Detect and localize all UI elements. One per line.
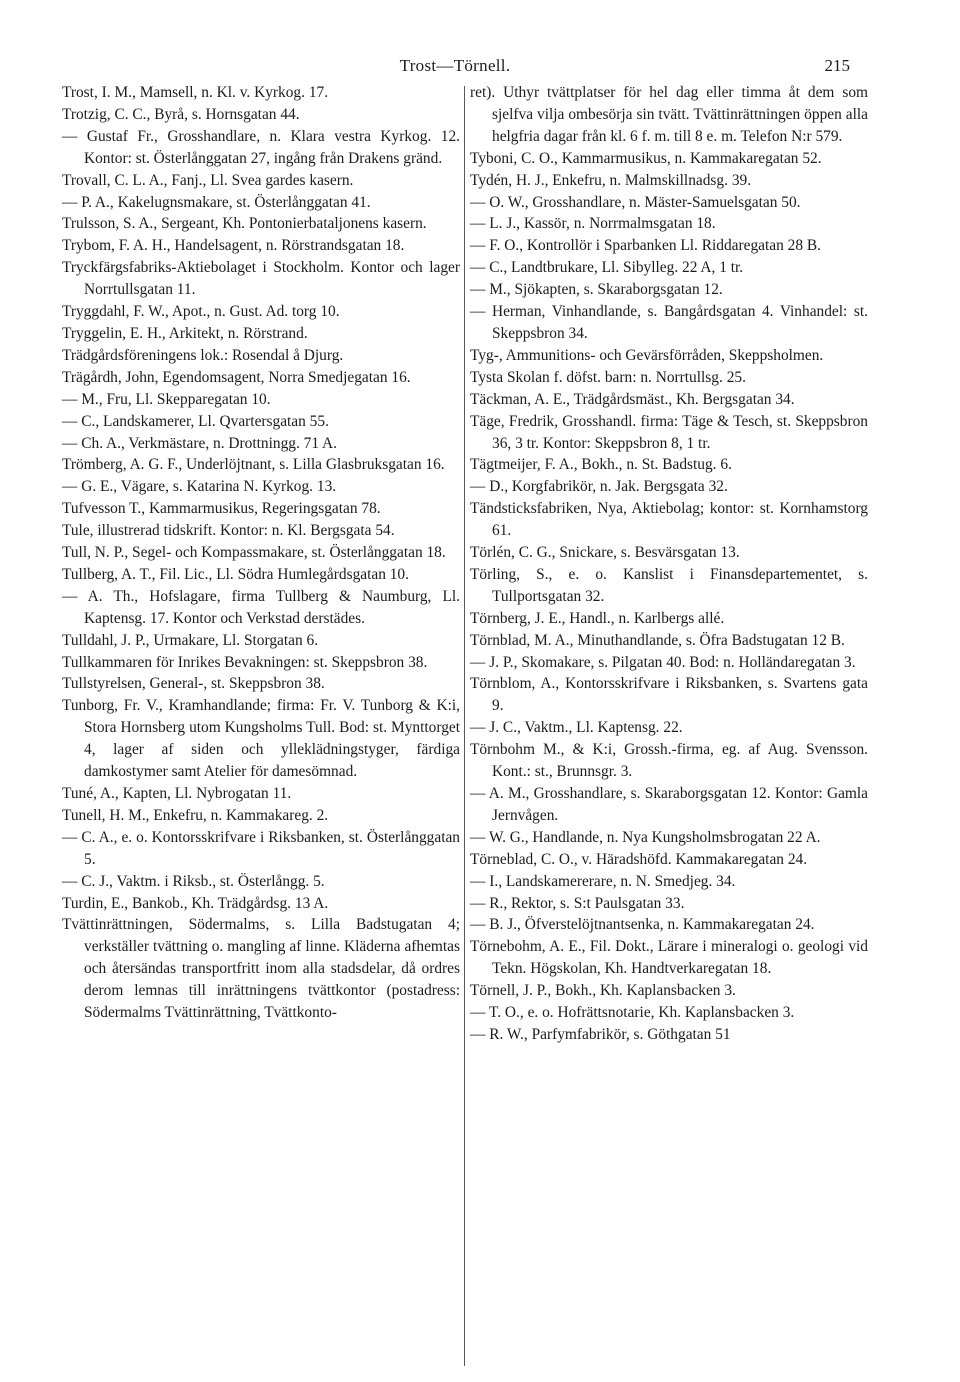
directory-entry: — F. O., Kontrollör i Sparbanken Ll. Riddaregatan 28 B. bbox=[470, 237, 821, 255]
directory-entry: Törnberg, J. E., Handl., n. Karlbergs allé. bbox=[470, 609, 725, 627]
directory-entry: — Gustaf Fr., Grosshandlare, n. Klara vestra Kyrkog. 12. Kontor: st. Österlånggatan 27, ingång från Drakens gränd. bbox=[62, 127, 460, 167]
directory-entry: — J. C., Vaktm., Ll. Kaptensg. 22. bbox=[470, 719, 683, 737]
directory-entry: — C. J., Vaktm. i Riksb., st. Österlångg. 5. bbox=[62, 872, 325, 890]
directory-entry: Tunell, H. M., Enkefru, n. Kammakareg. 2. bbox=[62, 806, 329, 824]
directory-entry: Tuné, A., Kapten, Ll. Nybrogatan 11. bbox=[62, 785, 292, 802]
right-column bbox=[470, 82, 868, 1046]
directory-entry: — I., Landskamererare, n. N. Smedjeg. 34. bbox=[470, 872, 736, 890]
directory-entry: — M., Fru, Ll. Skepparegatan 10. bbox=[62, 390, 271, 408]
running-title: Trost—Törnell. bbox=[399, 56, 511, 75]
directory-entry: Trädgårdsföreningens lok.: Rosendal å Djurg. bbox=[62, 346, 344, 364]
directory-entry: Tryckfärgsfabriks-Aktiebolaget i Stockholm. Kontor och lager Norrtullsgatan 11. bbox=[62, 259, 460, 299]
directory-entry: — G. E., Vägare, s. Katarina N. Kyrkog. 13. bbox=[62, 478, 337, 496]
directory-entry: Tändsticksfabriken, Nya, Aktiebolag; kontor: st. Kornhamstorg 61. bbox=[470, 500, 868, 540]
directory-entry: — O. W., Grosshandlare, n. Mäster-Samuelsgatan 50. bbox=[470, 193, 801, 211]
directory-entry: — Herman, Vinhandlande, s. Bangårdsgatan 4. Vinhandel: st. Skeppsbron 34. bbox=[470, 303, 868, 342]
directory-entry: Tryggdahl, F. W., Apot., n. Gust. Ad. torg 10. bbox=[62, 303, 340, 321]
directory-entry: Tulldahl, J. P., Urmakare, Ll. Storgatan 6. bbox=[62, 631, 319, 649]
directory-entry: — P. A., Kakelugnsmakare, st. Österlånggatan 41. bbox=[62, 193, 371, 211]
directory-entry: Törnblom, A., Kontorsskrifvare i Riksbanken, s. Svartens gata 9. bbox=[470, 675, 868, 715]
directory-entry: Trost, I. M., Mamsell, n. Kl. v. Kyrkog. 17. bbox=[62, 84, 329, 101]
directory-entry: Törnbohm M., & K:i, Grossh.-firma, eg. af Aug. Svensson. Kont.: st., Brunnsgr. 3. bbox=[470, 741, 868, 781]
directory-entry: ret). Uthyr tvättplatser för hel dag eller timma åt dem som sjelfva vilja ombesörja sin tvätt. Tvättinrättningen öppen alla helgfria dagar från kl. 6 f. m. till 8 e. m. Telefon N:r 579. bbox=[470, 84, 868, 145]
directory-entry: Trovall, C. L. A., Fanj., Ll. Svea gardes kasern. bbox=[62, 171, 354, 189]
directory-entry: — R., Rektor, s. S:t Paulsgatan 33. bbox=[470, 894, 685, 912]
directory-entry: — C., Landtbrukare, Ll. Sibylleg. 22 A, 1 tr. bbox=[470, 259, 744, 277]
directory-entry: Täckman, A. E., Trädgårdsmäst., Kh. Bergsgatan 34. bbox=[470, 390, 795, 408]
column-divider bbox=[464, 86, 465, 1366]
directory-entry: Tyg-, Ammunitions- och Gevärsförråden, Skeppsholmen. bbox=[470, 346, 824, 364]
directory-entry: Törnebohm, A. E., Fil. Dokt., Lärare i mineralogi o. geologi vid Tekn. Högskolan, Kh. Handtverkaregatan 18. bbox=[470, 938, 868, 978]
directory-entry: Turdin, E., Bankob., Kh. Trädgårdsg. 13 A. bbox=[62, 894, 329, 912]
directory-entry: — R. W., Parfymfabrikör, s. Göthgatan 51 bbox=[470, 1025, 731, 1043]
directory-entry: — C., Landskamerer, Ll. Qvartersgatan 55. bbox=[62, 412, 329, 430]
directory-entry: — C. A., e. o. Kontorsskrifvare i Riksbanken, st. Österlånggatan 5. bbox=[62, 828, 460, 868]
directory-entry: Tufvesson T., Kammarmusikus, Regeringsgatan 78. bbox=[62, 500, 381, 518]
directory-entry: — M., Sjökapten, s. Skaraborgsgatan 12. bbox=[470, 281, 723, 299]
directory-entry: Törnblad, M. A., Minuthandlande, s. Öfra Badstugatan 12 B. bbox=[470, 631, 845, 649]
directory-entry: Tullberg, A. T., Fil. Lic., Ll. Södra Humlegårdsgatan 10. bbox=[62, 565, 409, 583]
directory-entry: — D., Korgfabrikör, n. Jak. Bergsgata 32. bbox=[470, 478, 728, 496]
directory-entry: Tull, N. P., Segel- och Kompassmakare, st. Österlånggatan 18. bbox=[62, 544, 446, 562]
directory-entry: Trybom, F. A. H., Handelsagent, n. Rörstrandsgatan 18. bbox=[62, 237, 405, 255]
directory-entry: Trömberg, A. G. F., Underlöjtnant, s. Lilla Glasbruksgatan 16. bbox=[62, 456, 445, 474]
directory-entry: Törnell, J. P., Bokh., Kh. Kaplansbacken 3. bbox=[470, 982, 736, 1000]
directory-entry: — B. J., Öfverstelöjtnantsenka, n. Kammakaregatan 24. bbox=[470, 916, 815, 934]
directory-entry: Törling, S., e. o. Kanslist i Finansdepartementet, s. Tullportsgatan 32. bbox=[470, 565, 868, 605]
directory-entry: — J. P., Skomakare, s. Pilgatan 40. Bod: n. Holländaregatan 3. bbox=[470, 653, 856, 671]
directory-entry: Tunborg, Fr. V., Kramhandlande; firma: Fr. V. Tunborg & K:i, Stora Hornsberg utom Kungsholms Tull. Bod: st. Mynttorget 4, lager af siden och ylleklädningstyger, färdiga damkostymer samt Atelier för damesömnad. bbox=[62, 697, 460, 781]
directory-entry: Trulsson, S. A., Sergeant, Kh. Pontonierbataljonens kasern. bbox=[62, 215, 427, 233]
left-column bbox=[62, 82, 460, 1024]
directory-entry: Tydén, H. J., Enkefru, n. Malmskillnadsg. 39. bbox=[470, 171, 752, 189]
page-header bbox=[60, 56, 850, 82]
directory-entry: Törneblad, C. O., v. Häradshöfd. Kammakaregatan 24. bbox=[470, 850, 808, 868]
directory-entry: Täge, Fredrik, Grosshandl. firma: Täge & Tesch, st. Skeppsbron 36, 3 tr. Kontor: Skeppsbron 8, 1 tr. bbox=[470, 412, 868, 452]
directory-entry: — A. M., Grosshandlare, s. Skaraborgsgatan 12. Kontor: Gamla Jernvågen. bbox=[470, 785, 868, 824]
directory-entry: — Ch. A., Verkmästare, n. Drottningg. 71 A. bbox=[62, 434, 338, 452]
directory-entry: Tryggelin, E. H., Arkitekt, n. Rörstrand. bbox=[62, 324, 308, 342]
directory-entry: Tullkammaren för Inrikes Bevakningen: st. Skeppsbron 38. bbox=[62, 653, 428, 671]
directory-entry: Trotzig, C. C., Byrå, s. Hornsgatan 44. bbox=[62, 105, 300, 123]
directory-entry: Tvättinrättningen, Södermalms, s. Lilla Badstugatan 4; verkställer tvättning o. mangling af linne. Kläderna afhemtas och återsändas transportfritt inom alla stadsdelar, då ordres derom lemnas till inrättningens tvättkontor (postadress: Södermalms Tvättinrättning, Tvättkonto- bbox=[62, 916, 460, 1022]
directory-entry: — T. O., e. o. Hofrättsnotarie, Kh. Kaplansbacken 3. bbox=[470, 1004, 795, 1022]
directory-entry: — A. Th., Hofslagare, firma Tullberg & Naumburg, Ll. Kaptensg. 17. Kontor och Verkstad derstädes. bbox=[62, 587, 460, 627]
directory-entry: Törlén, C. G., Snickare, s. Besvärsgatan 13. bbox=[470, 544, 740, 562]
directory-entry: Tägtmeijer, F. A., Bokh., n. St. Badstug. 6. bbox=[470, 456, 732, 474]
directory-entry: Tullstyrelsen, General-, st. Skeppsbron 38. bbox=[62, 675, 325, 693]
directory-entry: — L. J., Kassör, n. Norrmalmsgatan 18. bbox=[470, 215, 716, 233]
directory-entry: — W. G., Handlande, n. Nya Kungsholmsbrogatan 22 A. bbox=[470, 828, 821, 846]
page-number: 215 bbox=[824, 56, 850, 75]
directory-entry: Tyboni, C. O., Kammarmusikus, n. Kammakaregatan 52. bbox=[470, 149, 822, 167]
directory-entry: Tysta Skolan f. döfst. barn: n. Norrtullsg. 25. bbox=[470, 368, 746, 386]
directory-entry: Trägårdh, John, Egendomsagent, Norra Smedjegatan 16. bbox=[62, 368, 411, 386]
directory-entry: Tule, illustrerad tidskrift. Kontor: n. Kl. Bergsgata 54. bbox=[62, 522, 395, 540]
